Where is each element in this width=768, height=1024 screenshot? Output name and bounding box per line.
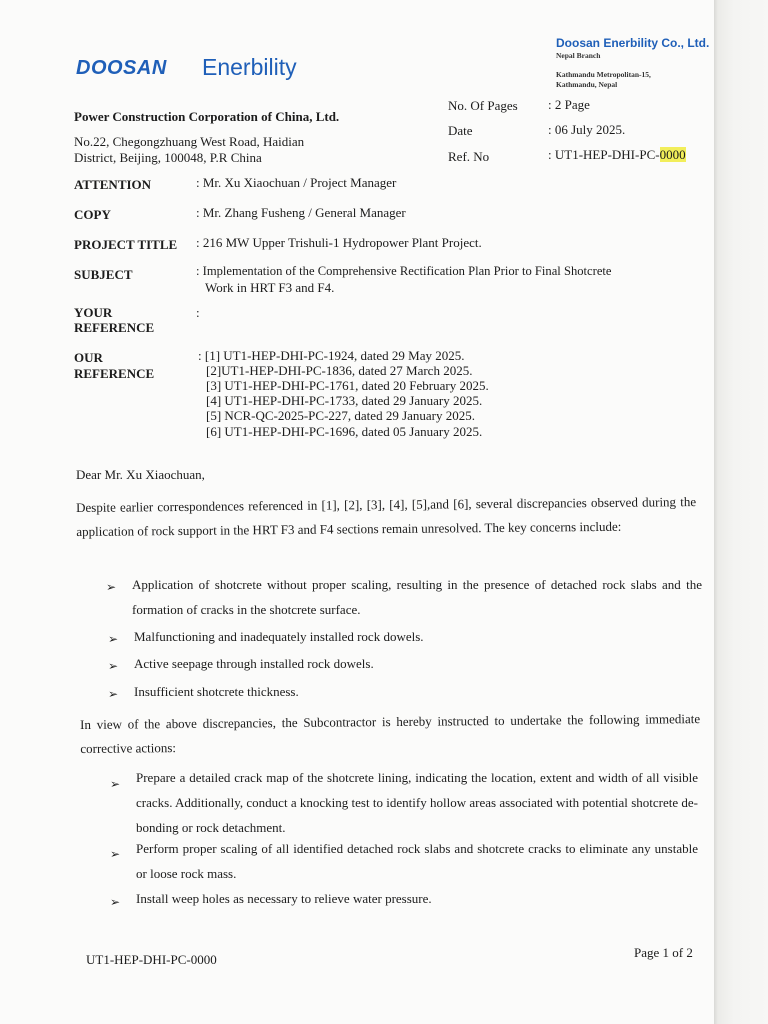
pages-label: No. Of Pages xyxy=(448,98,518,113)
concern-item: Insufficient shotcrete thickness. xyxy=(134,684,299,699)
branch-company: Doosan Enerbility Co., Ltd. xyxy=(556,36,710,50)
ref-value-highlight: 0000 xyxy=(659,147,686,162)
reference-line: : [1] UT1-HEP-DHI-PC-1924, dated 29 May 2025. xyxy=(198,348,465,363)
your-reference-value: : xyxy=(196,305,200,320)
ref-value-prefix: : UT1-HEP-DHI-PC- xyxy=(548,147,660,162)
date-value: : 06 July 2025. xyxy=(548,122,626,137)
your-reference-label-2: REFERENCE xyxy=(74,320,155,335)
our-reference-label-2: REFERENCE xyxy=(74,366,155,381)
page-edge xyxy=(714,0,768,1024)
subject-label: SUBJECT xyxy=(74,267,133,282)
attention-value: : Mr. Xu Xiaochuan / Project Manager xyxy=(196,175,397,190)
logo-enerbility: Enerbility xyxy=(202,54,297,80)
reference-line: [2]UT1-HEP-DHI-PC-1836, dated 27 March 2025. xyxy=(206,363,473,378)
footer-reference: UT1-HEP-DHI-PC-0000 xyxy=(86,952,217,967)
arrow-bullet-icon: ➢ xyxy=(110,847,121,861)
attention-label: ATTENTION xyxy=(74,177,152,192)
concern-item: Application of shotcrete without proper scaling, resulting in the presence of detached rock slabs and the formation of cracks in the shotcrete surface. xyxy=(132,577,702,617)
ref-value xyxy=(548,147,686,163)
page-number: Page 1 of 2 xyxy=(634,945,693,960)
project-title-label: PROJECT TITLE xyxy=(74,237,178,252)
recipient-name: Power Construction Corporation of China, Ltd. xyxy=(74,109,340,124)
salutation: Dear Mr. Xu Xiaochuan, xyxy=(76,467,205,482)
intro-paragraph: Despite earlier correspondences referenced in [1], [2], [3], [4], [5],and [6], several discrepancies observed during the application of rock support in the HRT F3 and F4 sections remain unresolved. The key concerns include: xyxy=(76,494,697,539)
arrow-bullet-icon: ➢ xyxy=(110,777,121,791)
ref-label: Ref. No xyxy=(448,149,490,164)
reference-line: [4] UT1-HEP-DHI-PC-1733, dated 29 January 2025. xyxy=(206,393,483,408)
concern-item: Active seepage through installed rock dowels. xyxy=(134,656,374,671)
subject-value-2: Work in HRT F3 and F4. xyxy=(205,280,335,295)
project-title-value: : 216 MW Upper Trishuli-1 Hydropower Plant Project. xyxy=(196,235,482,250)
branch-address-1: Kathmandu Metropolitan-15, xyxy=(556,70,651,79)
reference-line: [6] UT1-HEP-DHI-PC-1696, dated 05 January 2025. xyxy=(206,424,483,439)
recipient-address-1: No.22, Chegongzhuang West Road, Haidian xyxy=(74,134,305,149)
branch-division: Nepal Branch xyxy=(556,51,601,60)
our-reference-label-1: OUR xyxy=(74,350,103,365)
concern-item: Malfunctioning and inadequately installed rock dowels. xyxy=(134,629,424,644)
reference-line: [3] UT1-HEP-DHI-PC-1761, dated 20 February 2025. xyxy=(206,378,489,393)
subject-value-1: : Implementation of the Comprehensive Rectification Plan Prior to Final Shotcrete xyxy=(196,264,612,278)
your-reference-label-1: YOUR xyxy=(74,305,113,320)
arrow-bullet-icon: ➢ xyxy=(106,580,117,594)
branch-address-2: Kathmandu, Nepal xyxy=(556,80,618,89)
arrow-bullet-icon: ➢ xyxy=(110,895,121,909)
instruction-paragraph: In view of the above discrepancies, the Subcontractor is hereby instructed to undertake the following immediate corrective actions: xyxy=(80,711,701,756)
reference-line: [5] NCR-QC-2025-PC-227, dated 29 January 2025. xyxy=(206,408,475,423)
pages-value: : 2 Page xyxy=(548,97,590,112)
action-item: Perform proper scaling of all identified detached rock slabs and shotcrete cracks to eliminate any unstable or loose rock mass. xyxy=(136,841,698,881)
arrow-bullet-icon: ➢ xyxy=(108,659,119,673)
action-item: Prepare a detailed crack map of the shotcrete lining, indicating the location, extent and width of all visible cracks. Additionally, conduct a knocking test to identify hollow areas associated with potential shotcrete de-bonding or rock detachment. xyxy=(136,770,698,835)
date-label: Date xyxy=(448,123,473,138)
copy-value: : Mr. Zhang Fusheng / General Manager xyxy=(196,205,406,220)
arrow-bullet-icon: ➢ xyxy=(108,687,119,701)
recipient-address-2: District, Beijing, 100048, P.R China xyxy=(74,150,262,165)
arrow-bullet-icon: ➢ xyxy=(108,632,119,646)
copy-label: COPY xyxy=(74,207,111,222)
logo-doosan: DOOSAN xyxy=(76,57,167,79)
action-item: Install weep holes as necessary to relieve water pressure. xyxy=(136,891,432,906)
